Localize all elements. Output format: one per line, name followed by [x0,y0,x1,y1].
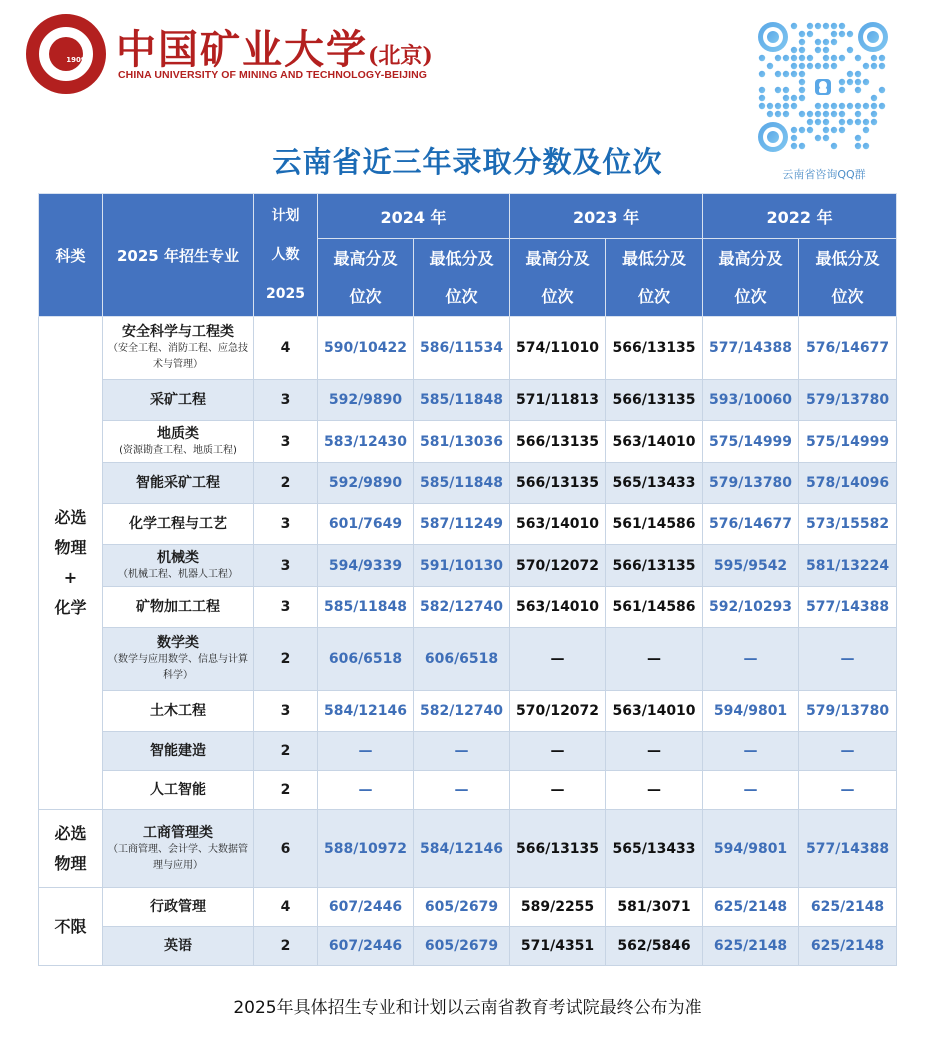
max-score-rank: — [703,628,799,691]
qr-caption: 云南省咨询QQ群 [782,168,866,181]
min-score-rank: — [606,771,703,810]
min-score-rank: — [799,732,897,771]
admission-score-table [38,193,897,966]
major-name: 安全科学与工程类 [122,324,234,340]
min-score-rank: 577/14388 [799,587,897,628]
plan-count: 2 [254,927,318,966]
min-score-rank: — [606,628,703,691]
header-min-score-rank: 最低分及 位次 [606,239,703,317]
max-score-rank: 566/13135 [510,810,606,888]
min-score-rank: 625/2148 [799,888,897,927]
plan-count: 2 [254,732,318,771]
min-score-rank: 575/14999 [799,421,897,463]
max-score-rank: 592/9890 [318,463,414,504]
max-score-rank: 570/12072 [510,545,606,587]
max-score-rank: 585/11848 [318,587,414,628]
table-row [39,317,897,380]
min-score-rank: — [799,771,897,810]
plan-count: 6 [254,810,318,888]
major-cell [103,732,254,771]
major-name: 采矿工程 [150,392,206,408]
min-score-rank: 577/14388 [799,810,897,888]
major-name: 土木工程 [150,703,206,719]
max-score-rank: 625/2148 [703,927,799,966]
header-year-2023: 2023 年 [510,194,703,239]
plan-count: 2 [254,628,318,691]
major-cell [103,810,254,888]
min-score-rank: 584/12146 [414,810,510,888]
max-score-rank: 607/2446 [318,927,414,966]
min-score-rank: 581/13224 [799,545,897,587]
max-score-rank: 575/14999 [703,421,799,463]
major-name: 英语 [164,938,192,954]
max-score-rank: 594/9801 [703,691,799,732]
plan-count: 2 [254,463,318,504]
category-cell: 必选 物理 + 化学 [39,317,103,810]
min-score-rank: 566/13135 [606,380,703,421]
header-major: 2025 年招生专业 [103,194,254,317]
major-name: 行政管理 [150,899,206,915]
major-name: 矿物加工工程 [136,599,220,615]
min-score-rank: 573/15582 [799,504,897,545]
major-note: （机械工程、机器人工程） [118,568,238,580]
plan-count: 3 [254,504,318,545]
min-score-rank: 563/14010 [606,421,703,463]
major-name: 人工智能 [150,782,206,798]
major-cell [103,380,254,421]
major-name: 机械类 [157,549,199,566]
category-cell: 不限 [39,888,103,966]
max-score-rank: 606/6518 [318,628,414,691]
major-cell [103,628,254,691]
min-score-rank: 578/14096 [799,463,897,504]
table-row [39,732,897,771]
min-score-rank: 586/11534 [414,317,510,380]
plan-count: 2 [254,771,318,810]
major-name: 智能建造 [150,743,206,759]
major-cell [103,545,254,587]
major-cell [103,317,254,380]
plan-count: 3 [254,380,318,421]
plan-count: 4 [254,888,318,927]
major-cell [103,587,254,628]
major-note: （数学与应用数学、信息与计算科学） [108,654,248,681]
max-score-rank: 576/14677 [703,504,799,545]
min-score-rank: 581/3071 [606,888,703,927]
major-note: （安全工程、消防工程、应急技术与管理） [108,343,248,370]
major-cell [103,504,254,545]
max-score-rank: 607/2446 [318,888,414,927]
min-score-rank: 585/11848 [414,380,510,421]
max-score-rank: 592/10293 [703,587,799,628]
major-cell [103,421,254,463]
qq-group-qr-code [758,22,888,152]
header-category: 科类 [39,194,103,317]
min-score-rank: 582/12740 [414,587,510,628]
table-row [39,545,897,587]
major-name: 智能采矿工程 [136,475,220,491]
major-name: 工商管理类 [143,824,213,841]
max-score-rank: — [703,771,799,810]
min-score-rank: — [414,771,510,810]
header-year-2024: 2024 年 [318,194,510,239]
table-row [39,421,897,463]
page-title: 云南省近三年录取分数及位次 [272,145,663,179]
table-row [39,504,897,545]
max-score-rank: 583/12430 [318,421,414,463]
plan-count: 3 [254,587,318,628]
major-cell [103,927,254,966]
table-row [39,771,897,810]
table-row [39,380,897,421]
max-score-rank: — [510,771,606,810]
table-row [39,587,897,628]
max-score-rank: 594/9339 [318,545,414,587]
min-score-rank: 566/13135 [606,545,703,587]
max-score-rank: 571/11813 [510,380,606,421]
plan-count: 4 [254,317,318,380]
header-max-score-rank: 最高分及 位次 [703,239,799,317]
max-score-rank: 590/10422 [318,317,414,380]
min-score-rank: 605/2679 [414,888,510,927]
min-score-rank: 565/13433 [606,463,703,504]
max-score-rank: 625/2148 [703,888,799,927]
max-score-rank: 592/9890 [318,380,414,421]
table-row [39,810,897,888]
max-score-rank: 577/14388 [703,317,799,380]
min-score-rank: 561/14586 [606,587,703,628]
min-score-rank: 581/13036 [414,421,510,463]
university-name-cn: 中国矿业大学(北京) [116,26,433,73]
min-score-rank: 579/13780 [799,380,897,421]
max-score-rank: 566/13135 [510,463,606,504]
min-score-rank: 561/14586 [606,504,703,545]
table-row [39,888,897,927]
max-score-rank: 563/14010 [510,504,606,545]
min-score-rank: 576/14677 [799,317,897,380]
max-score-rank: — [318,771,414,810]
major-cell [103,463,254,504]
major-name: 数学类 [157,635,199,651]
max-score-rank: 579/13780 [703,463,799,504]
major-cell [103,771,254,810]
max-score-rank: 571/4351 [510,927,606,966]
table-row [39,463,897,504]
max-score-rank: 593/10060 [703,380,799,421]
header-max-score-rank: 最高分及 位次 [318,239,414,317]
max-score-rank: 584/12146 [318,691,414,732]
min-score-rank: 562/5846 [606,927,703,966]
min-score-rank: 625/2148 [799,927,897,966]
max-score-rank: — [510,628,606,691]
min-score-rank: 579/13780 [799,691,897,732]
min-score-rank: — [606,732,703,771]
plan-count: 3 [254,691,318,732]
max-score-rank: 595/9542 [703,545,799,587]
major-cell [103,691,254,732]
header-max-score-rank: 最高分及 位次 [510,239,606,317]
min-score-rank: — [414,732,510,771]
max-score-rank: — [510,732,606,771]
plan-count: 3 [254,421,318,463]
max-score-rank: 566/13135 [510,421,606,463]
min-score-rank: 587/11249 [414,504,510,545]
min-score-rank: 565/13433 [606,810,703,888]
table-row [39,628,897,691]
min-score-rank: 563/14010 [606,691,703,732]
min-score-rank: 566/13135 [606,317,703,380]
major-note: (资源勘查工程、地质工程) [119,444,237,456]
header-min-score-rank: 最低分及 位次 [799,239,897,317]
major-cell [103,888,254,927]
min-score-rank: 582/12740 [414,691,510,732]
min-score-rank: 606/6518 [414,628,510,691]
max-score-rank: 588/10972 [318,810,414,888]
category-cell: 必选 物理 [39,810,103,888]
max-score-rank: — [318,732,414,771]
max-score-rank: 601/7649 [318,504,414,545]
university-name-en: CHINA UNIVERSITY OF MINING AND TECHNOLOGY-BEIJING [118,69,428,81]
major-note: （工商管理、会计学、大数据管理与应用） [108,843,248,871]
header-plan: 计划 人数 2025 [254,194,318,317]
min-score-rank: — [799,628,897,691]
major-name: 化学工程与工艺 [129,516,227,532]
university-seal-logo [26,14,106,94]
footer-note: 2025年具体招生专业和计划以云南省教育考试院最终公布为准 [233,998,702,1018]
min-score-rank: 591/10130 [414,545,510,587]
table-row [39,691,897,732]
max-score-rank: 594/9801 [703,810,799,888]
table-header [39,194,897,317]
max-score-rank: 574/11010 [510,317,606,380]
max-score-rank: 570/12072 [510,691,606,732]
plan-count: 3 [254,545,318,587]
min-score-rank: 585/11848 [414,463,510,504]
max-score-rank: — [703,732,799,771]
table-body [39,317,897,966]
min-score-rank: 605/2679 [414,927,510,966]
table-row [39,927,897,966]
header-min-score-rank: 最低分及 位次 [414,239,510,317]
max-score-rank: 589/2255 [510,888,606,927]
seal-year: 1909 [66,56,86,64]
header-year-2022: 2022 年 [703,194,897,239]
max-score-rank: 563/14010 [510,587,606,628]
major-name: 地质类 [157,425,199,442]
